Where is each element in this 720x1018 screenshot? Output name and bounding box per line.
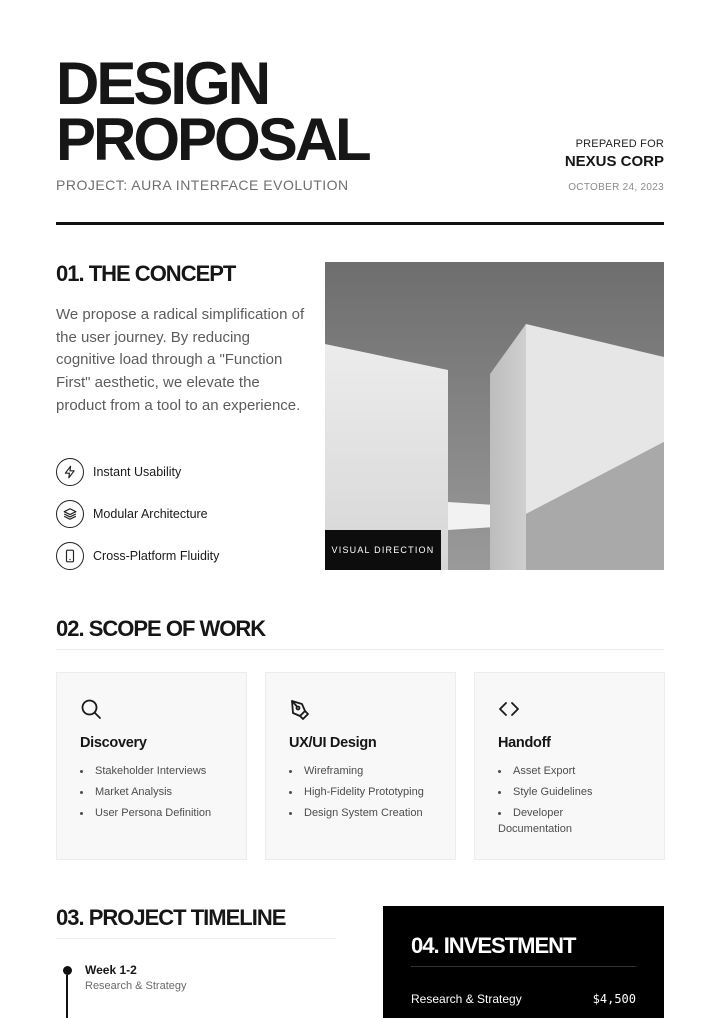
list-item: Asset Export: [498, 763, 658, 779]
scope-heading: 02. SCOPE OF WORK: [56, 616, 266, 641]
title-line-1: DESIGN: [56, 50, 269, 117]
investment-item-amount: $4,500: [592, 992, 636, 1006]
list-item: Design System Creation: [289, 805, 449, 821]
feature-item: [56, 458, 181, 486]
search-icon: [79, 697, 103, 721]
investment-panel: [383, 906, 664, 1018]
list-item: High-Fidelity Prototyping: [289, 784, 449, 800]
card-list: [498, 763, 658, 842]
timeline-week: Week 1-2: [85, 963, 137, 977]
list-item: Stakeholder Interviews: [80, 763, 240, 779]
card-title: Handoff: [498, 735, 551, 751]
scope-card-handoff: [474, 672, 665, 860]
feature-item: [56, 542, 219, 570]
code-icon: [497, 697, 521, 721]
project-subtitle: PROJECT: AURA INTERFACE EVOLUTION: [56, 177, 349, 193]
feature-label: Modular Architecture: [93, 507, 208, 521]
list-item: Wireframing: [289, 763, 449, 779]
concept-body: We propose a radical simplification of the user journey. By reducing cognitive load through a "Function First" aesthetic, we elevate the product from a tool to an experience.: [56, 306, 305, 414]
timeline-phase: Research & Strategy: [85, 980, 187, 992]
card-list: [80, 763, 240, 826]
header-divider: [56, 222, 664, 225]
concept-heading: 01. THE CONCEPT: [56, 261, 236, 286]
lightning-icon: [56, 458, 84, 486]
pen-tool-icon: [288, 697, 312, 721]
investment-heading: 04. INVESTMENT: [411, 933, 576, 958]
prepared-for-block: [565, 138, 664, 193]
scope-card-ux-ui: [265, 672, 456, 860]
timeline-line: [66, 975, 68, 1018]
list-item: Market Analysis: [80, 784, 240, 800]
document-title: [56, 50, 369, 173]
card-title: UX/UI Design: [289, 735, 377, 751]
visual-direction-tag: VISUAL DIRECTION: [325, 530, 441, 570]
investment-item-name: Research & Strategy: [411, 992, 522, 1006]
list-item: User Persona Definition: [80, 805, 240, 821]
title-line-2: PROPOSAL: [56, 106, 369, 173]
feature-label: Instant Usability: [93, 465, 182, 479]
scope-card-discovery: [56, 672, 247, 860]
card-list: [289, 763, 449, 826]
timeline-marker: [63, 966, 72, 975]
layers-icon: [56, 500, 84, 528]
feature-label: Cross-Platform Fluidity: [93, 549, 220, 563]
investment-divider: [411, 966, 636, 967]
visual-direction-image: [325, 262, 664, 570]
scope-divider: [56, 649, 664, 650]
timeline-divider: [56, 938, 336, 939]
list-item: Developer Documentation: [498, 805, 618, 837]
card-title: Discovery: [80, 735, 147, 751]
client-name: NEXUS CORP: [564, 153, 664, 170]
prepared-for-label: PREPARED FOR: [575, 138, 664, 150]
list-item: Style Guidelines: [498, 784, 658, 800]
smartphone-icon: [56, 542, 84, 570]
timeline-heading: 03. PROJECT TIMELINE: [56, 905, 286, 930]
feature-item: [56, 500, 208, 528]
proposal-date: OCTOBER 24, 2023: [568, 182, 664, 193]
